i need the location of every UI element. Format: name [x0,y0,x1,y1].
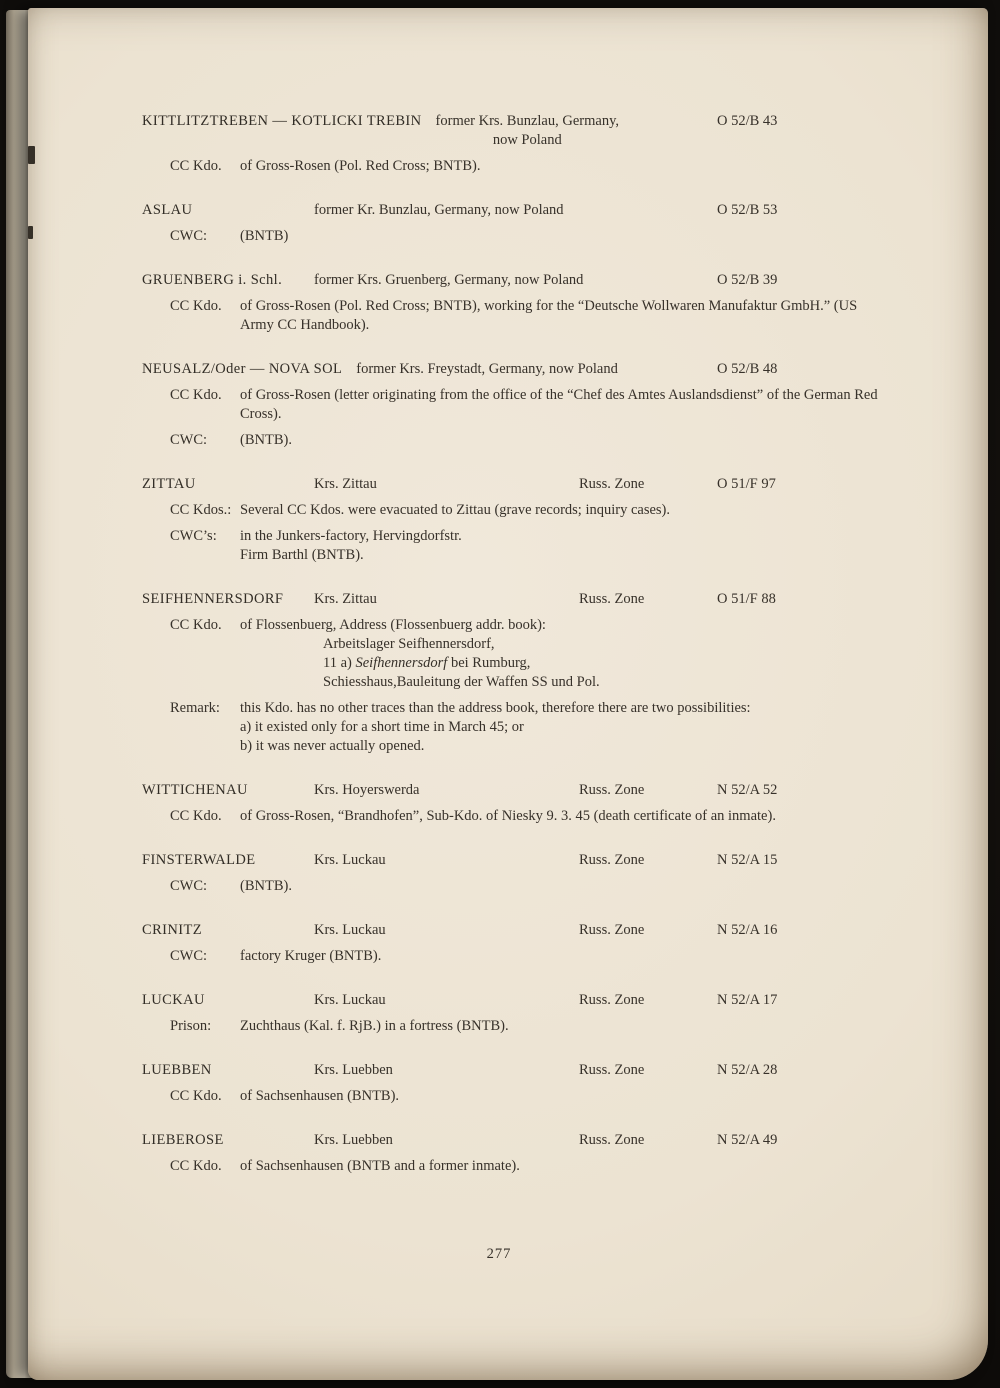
directory-entry [142,1131,890,1176]
directory-entry [142,360,890,450]
detail-label: Remark: [170,700,220,716]
entry-zone: Russ. Zone [579,992,645,1008]
document-page [28,8,988,1380]
detail-text [240,527,890,565]
entry-zone: Russ. Zone [579,1132,645,1148]
entry-place-name: KITTLITZTREBEN — KOTLICKI TREBIN [142,113,422,129]
entry-detail [170,699,890,756]
entry-location [314,1061,393,1080]
directory-entry [142,781,890,826]
directory-entry [142,271,890,335]
entry-location [314,201,564,220]
entry-map-code: N 52/A 49 [717,1132,778,1148]
detail-label: CC Kdo. [170,808,222,824]
detail-label: CWC: [170,228,208,244]
entry-detail [170,1087,890,1106]
entry-map-code: O 51/F 97 [717,476,776,492]
entry-map-code: N 52/A 52 [717,782,778,798]
entry-detail [170,297,890,335]
entry-location-line: Krs. Zittau [314,591,377,607]
entry-location [314,851,386,870]
detail-text [240,947,890,966]
detail-line: (BNTB). [240,878,292,894]
entry-location-line: former Kr. Bunzlau, Germany, now Poland [314,202,564,218]
detail-line: a) it existed only for a short time in March 45; or [240,719,524,735]
entry-zone: Russ. Zone [579,782,645,798]
detail-text [240,1157,890,1176]
detail-label: Prison: [170,1018,212,1034]
directory-entry [142,475,890,565]
detail-label: CC Kdo. [170,1158,222,1174]
entry-details [142,297,890,335]
detail-line: (BNTB) [240,228,289,244]
entry-detail [170,227,890,246]
entry-header [142,201,890,220]
entry-place-name: LUCKAU [142,992,205,1008]
detail-label: CWC’s: [170,528,217,544]
directory-entry [142,921,890,966]
entry-header [142,1061,890,1080]
detail-line: of Gross-Rosen, “Brandhofen”, Sub-Kdo. of Niesky 9. 3. 45 (death certificate of an inmate). [240,808,776,824]
entry-zone: Russ. Zone [579,476,645,492]
detail-line: Several CC Kdos. were evacuated to Zittau (grave records; inquiry cases). [240,502,671,518]
entry-detail [170,616,890,692]
entry-location-line: Krs. Zittau [314,476,377,492]
entry-details [142,947,890,966]
entry-details [142,157,890,176]
entry-place-name: FINSTERWALDE [142,852,256,868]
entry-map-code: O 52/B 43 [717,113,778,129]
entry-location-line: Krs. Hoyerswerda [314,782,420,798]
entry-header [142,991,890,1010]
detail-label: CWC: [170,432,208,448]
entry-zone: Russ. Zone [579,852,645,868]
entry-zone: Russ. Zone [579,1062,645,1078]
detail-text [240,1017,890,1036]
entry-details [142,616,890,756]
detail-text [240,431,890,450]
detail-text [240,501,890,520]
directory-entry [142,112,890,176]
entry-place-name: GRUENBERG i. Schl. [142,272,283,288]
entry-map-code: N 52/A 16 [717,922,778,938]
entry-place-name: WITTICHENAU [142,782,248,798]
detail-line: factory Kruger (BNTB). [240,948,382,964]
entry-detail [170,1157,890,1176]
entry-place-name: CRINITZ [142,922,202,938]
detail-text [240,386,890,424]
entry-place-name: LUEBBEN [142,1062,212,1078]
detail-line: of Gross-Rosen (Pol. Red Cross; BNTB). [240,158,481,174]
directory-entry [142,991,890,1036]
entry-header [142,112,890,150]
entry-detail [170,877,890,896]
detail-text [240,807,890,826]
page-number: 277 [486,1246,512,1262]
entry-map-code: N 52/A 15 [717,852,778,868]
entry-location-line: former Krs. Gruenberg, Germany, now Poland [314,272,584,288]
entry-details [142,1157,890,1176]
detail-label: CC Kdo. [170,1088,222,1104]
entry-detail [170,947,890,966]
entry-location-line: Krs. Luebben [314,1132,393,1148]
detail-line: in the Junkers-factory, Hervingdorfstr. [240,528,462,544]
entry-location-line: Krs. Luckau [314,852,386,868]
entry-place-name: NEUSALZ/Oder — NOVA SOL [142,361,343,377]
entry-map-code: O 51/F 88 [717,591,776,607]
directory-entry [142,201,890,246]
detail-line: b) it was never actually opened. [240,738,425,754]
entry-map-code: N 52/A 28 [717,1062,778,1078]
entry-place-name: ZITTAU [142,476,196,492]
detail-text [240,1087,890,1106]
entry-details [142,877,890,896]
detail-text [240,157,890,176]
detail-label: CC Kdo. [170,158,222,174]
entry-location [314,475,377,494]
entry-map-code: O 52/B 48 [717,361,778,377]
entry-detail [170,807,890,826]
entry-location-line: Krs. Luckau [314,922,386,938]
entry-location [314,1131,393,1150]
detail-text [240,227,890,246]
detail-text [240,297,890,335]
entry-detail [170,431,890,450]
page-edge-mark [28,146,35,164]
entry-location-line: former Krs. Bunzlau, Germany, [435,113,620,129]
detail-label: CWC: [170,878,208,894]
entry-header [142,781,890,800]
detail-line: (BNTB). [240,432,292,448]
entry-list [142,112,890,1176]
entry-header [142,1131,890,1150]
entry-header [142,475,890,494]
entry-location [314,991,386,1010]
detail-text [240,699,890,756]
entry-header [142,590,890,609]
entry-location [356,360,618,379]
entry-place-name: ASLAU [142,202,193,218]
entry-details [142,386,890,450]
detail-line: Arbeitslager Seifhennersdorf, [323,636,495,652]
detail-line: Firm Barthl (BNTB). [240,547,364,563]
entry-location [314,781,420,800]
detail-label: CC Kdo. [170,617,222,633]
detail-line: of Gross-Rosen (Pol. Red Cross; BNTB), working for the “Deutsche Wollwaren Manufaktur GmbH.” (US Army CC Handbook). [240,298,858,333]
entry-details [142,227,890,246]
entry-details [142,1087,890,1106]
entry-header [142,851,890,870]
detail-line [323,654,890,673]
detail-line-pre: 11 a) [323,655,356,671]
detail-line-em: Seifhennersdorf [355,655,448,671]
entry-location [436,112,619,150]
detail-line: of Flossenbuerg, Address (Flossenbuerg addr. book): [240,617,546,633]
entry-location [314,271,583,290]
entry-detail [170,527,890,565]
directory-entry [142,590,890,756]
entry-location [314,921,386,940]
entry-map-code: N 52/A 17 [717,992,778,1008]
detail-text [240,616,890,692]
directory-entry [142,851,890,896]
entry-place-name: SEIFHENNERSDORF [142,591,284,607]
directory-entry [142,1061,890,1106]
entry-place-name: LIEBEROSE [142,1132,224,1148]
detail-label: CC Kdo. [170,298,222,314]
entry-details [142,501,890,565]
entry-location-line: former Krs. Freystadt, Germany, now Poland [356,361,618,377]
detail-line: Zuchthaus (Kal. f. RjB.) in a fortress (BNTB). [240,1018,509,1034]
entry-location [314,590,377,609]
detail-line: this Kdo. has no other traces than the address book, therefore there are two possibilities: [240,700,751,716]
entry-map-code: O 52/B 53 [717,202,778,218]
page-edge-mark [28,226,33,239]
entry-zone: Russ. Zone [579,922,645,938]
entry-details [142,807,890,826]
detail-text [240,877,890,896]
entry-detail [170,1017,890,1036]
detail-label: CC Kdo. [170,387,222,403]
entry-location-line: Krs. Luckau [314,992,386,1008]
entry-zone: Russ. Zone [579,591,645,607]
entry-details [142,1017,890,1036]
detail-line: Schiesshaus,Bauleitung der Waffen SS und Pol. [323,674,600,690]
detail-label: CC Kdos.: [170,502,232,518]
entry-detail [170,501,890,520]
entry-detail [170,157,890,176]
page-text-block [142,112,890,1201]
entry-header [142,921,890,940]
entry-location-line: Krs. Luebben [314,1062,393,1078]
entry-header [142,360,890,379]
detail-line: of Sachsenhausen (BNTB). [240,1088,400,1104]
entry-header [142,271,890,290]
detail-line: of Sachsenhausen (BNTB and a former inmate). [240,1158,520,1174]
detail-line-post: bei Rumburg, [447,655,531,671]
entry-detail [170,386,890,424]
detail-line: of Gross-Rosen (letter originating from the office of the “Chef des Amtes Auslandsdienst” of the German Red Cross). [240,387,878,422]
entry-map-code: O 52/B 39 [717,272,778,288]
detail-label: CWC: [170,948,208,964]
entry-location-line: now Poland [492,132,562,148]
